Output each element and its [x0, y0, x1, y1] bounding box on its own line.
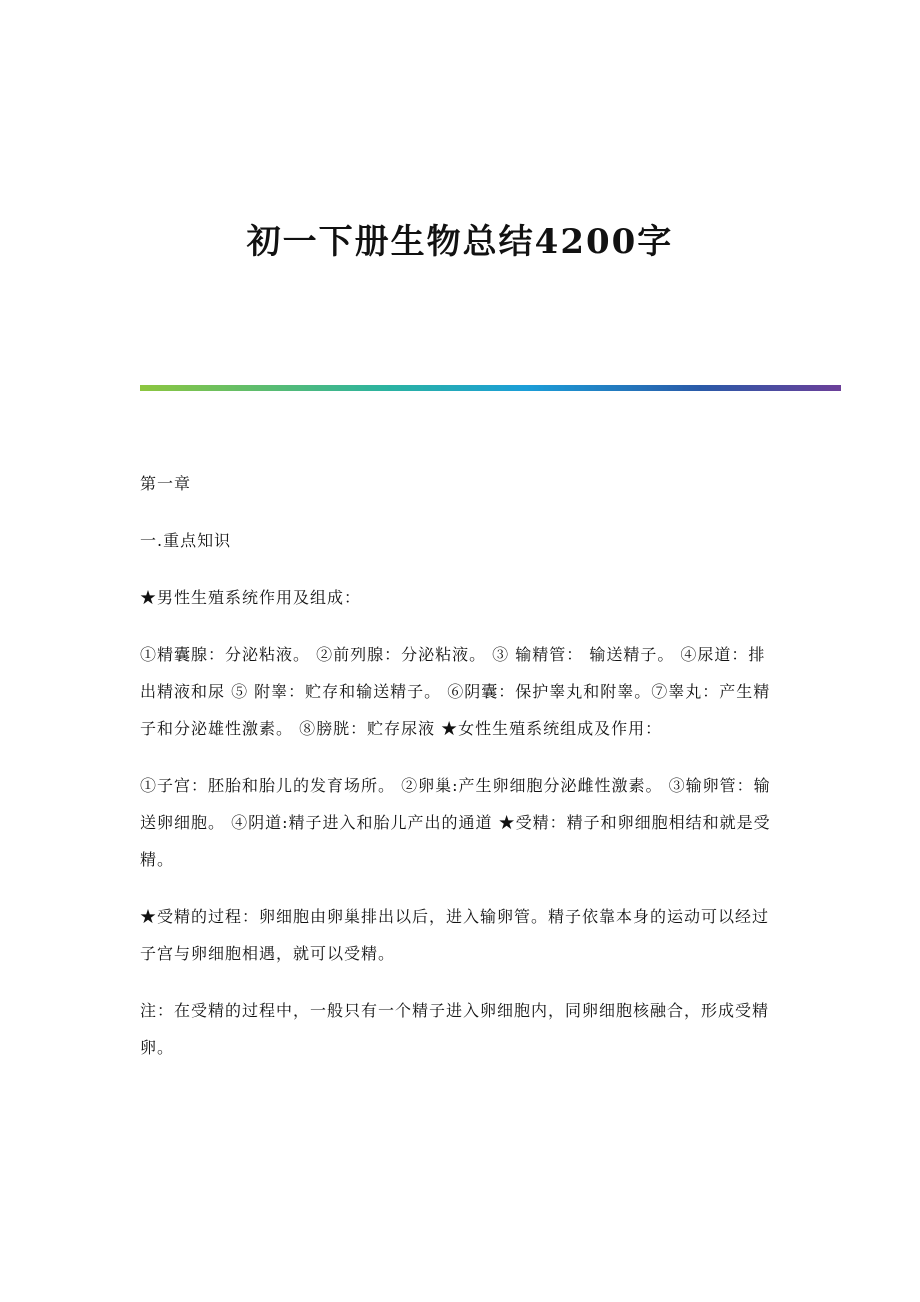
paragraph: ★受精的过程：卵细胞由卵巢排出以后，进入输卵管。精子依靠本身的运动可以经过子宫与卵细胞相遇，就可以受精。	[140, 907, 770, 963]
paragraph: ①精囊腺：分泌粘液。 ②前列腺：分泌粘液。 ③ 输精管： 输送精子。 ④尿道：排出精液和尿 ⑤ 附睾：贮存和输送精子。 ⑥阴囊：保护睾丸和附睾。⑦睾丸：产生精子和分泌雄性激素。 ⑧膀胱：贮存尿液 ★女性生殖系统组成及作用：	[140, 645, 771, 738]
document-title: 初一下册生物总结4200字	[246, 222, 674, 262]
paragraph: ①子宫：胚胎和胎儿的发育场所。 ②卵巢:产生卵细胞分泌雌性激素。 ③输卵管：输送卵细胞。 ④阴道:精子进入和胎儿产出的通道 ★受精：精子和卵细胞相结和就是受精。	[140, 776, 771, 869]
section-heading: 一.重点知识	[140, 531, 232, 550]
document-body	[140, 465, 780, 1086]
paragraph: ★男性生殖系统作用及组成：	[140, 588, 362, 607]
title-divider	[140, 385, 841, 391]
paragraph: 注：在受精的过程中，一般只有一个精子进入卵细胞内，同卵细胞核融合，形成受精卵。	[140, 1001, 770, 1057]
chapter-heading: 第一章	[140, 474, 192, 493]
